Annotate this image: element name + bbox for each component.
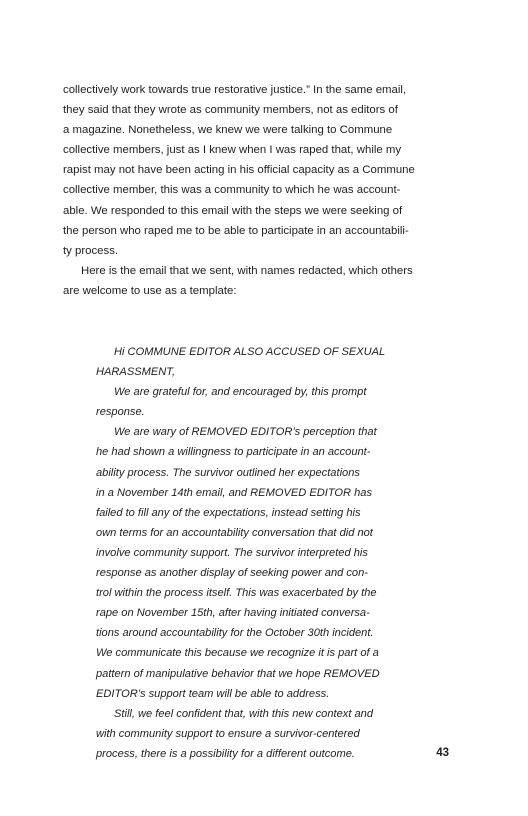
page-number: 43 — [436, 747, 449, 759]
quote-line: ability process. The survivor outlined her expectations — [96, 466, 360, 479]
body-line: they said that they wrote as community members, not as editors of — [63, 104, 398, 117]
body-paragraphs — [63, 80, 451, 301]
quote-line: We are wary of REMOVED EDITOR’s perception that — [114, 426, 377, 439]
body-line: Here is the email that we sent, with names redacted, which others — [81, 264, 413, 277]
quote-line: trol within the process itself. This was exacerbated by the — [96, 587, 377, 600]
body-line: the person who raped me to be able to participate in an accountabili- — [63, 224, 409, 237]
quote-line: in a November 14th email, and REMOVED EDITOR has — [96, 486, 373, 499]
quote-line: response as another display of seeking power and con- — [96, 567, 368, 580]
quote-line: We communicate this because we recognize it is part of a — [96, 647, 379, 660]
quote-line: pattern of manipulative behavior that we hope REMOVED — [96, 667, 380, 680]
body-line: ty process. — [63, 244, 119, 257]
quote-line: EDITOR’s support team will be able to address. — [96, 687, 330, 700]
quote-line: Hi COMMUNE EDITOR ALSO ACCUSED OF SEXUAL — [114, 346, 386, 358]
quote-line: Still, we feel confident that, with this new context and — [114, 707, 373, 720]
quote-line: HARASSMENT, — [96, 366, 176, 379]
body-line: collective members, just as I knew when I was raped that, while my — [63, 144, 402, 157]
quote-line: response. — [96, 406, 145, 419]
quote-line: with community support to ensure a survivor-centered — [96, 727, 360, 740]
quote-line: tions around accountability for the October 30th incident. — [96, 627, 374, 640]
quote-line: he had shown a willingness to participate in an account- — [96, 446, 371, 459]
body-line: rapist may not have been acting in his official capacity as a Commune — [63, 164, 415, 177]
body-line: a magazine. Nonetheless, we knew we were talking to Commune — [63, 124, 393, 137]
quote-line: We are grateful for, and encouraged by, this prompt — [114, 386, 367, 399]
body-line: collective member, this was a community to which he was account- — [63, 184, 401, 197]
quote-line: rape on November 15th, after having initiated conversa- — [96, 607, 370, 620]
body-line: able. We responded to this email with the steps we were seeking of — [63, 204, 403, 217]
quote-line: failed to fill any of the expectations, instead setting his — [96, 506, 361, 519]
body-line: collectively work towards true restorative justice.” In the same email, — [63, 84, 407, 96]
email-block-quote — [96, 342, 426, 764]
quote-line: involve community support. The survivor interpreted his — [96, 546, 368, 559]
quote-line: process, there is a possibility for a different outcome. — [96, 747, 355, 760]
quote-line: own terms for an accountability conversation that did not — [96, 526, 373, 539]
body-line: are welcome to use as a template: — [63, 284, 237, 297]
